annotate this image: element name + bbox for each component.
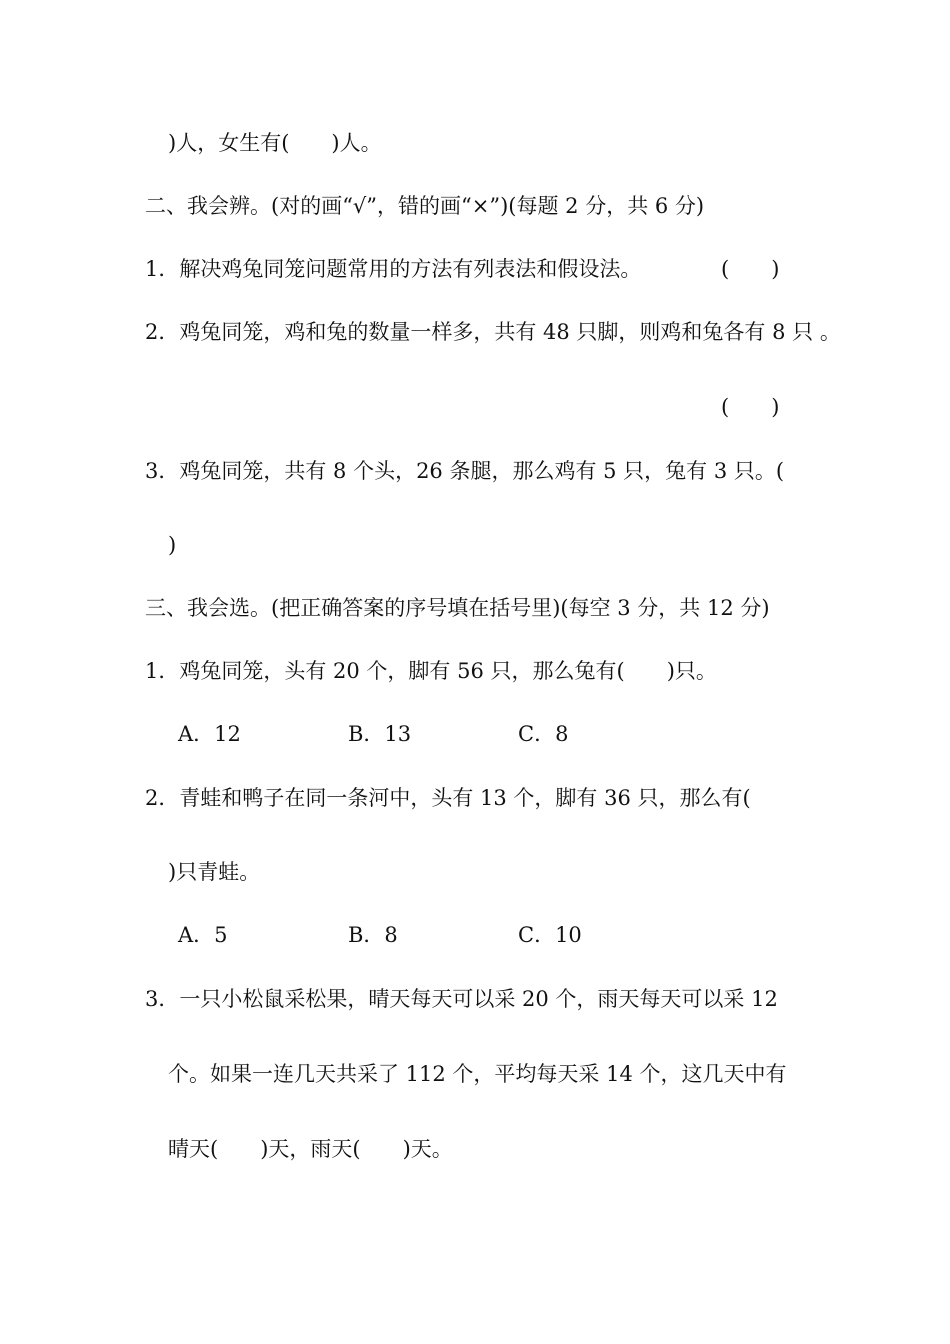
section3-heading: 三、我会选。(把正确答案的序号填在括号里)(每空 3 分，共 12 分) (145, 596, 770, 620)
s3-q1-option-a: A．12 (178, 722, 241, 746)
s2-q1-text: 1．解决鸡兔同笼问题常用的方法有列表法和假设法。 (145, 257, 642, 281)
s2-q3-text: 3．鸡兔同笼，共有 8 个头，26 条腿，那么鸡有 5 只，兔有 3 只。( (145, 459, 785, 483)
s3-q1-option-b: B．13 (348, 722, 412, 746)
s3-q3-line1: 3．一只小松鼠采松果，晴天每天可以采 20 个，雨天每天可以采 12 (145, 987, 778, 1011)
s2-q3-continuation: ) (168, 533, 177, 557)
section2-heading: 二、我会辨。(对的画“√”，错的画“×”)(每题 2 分，共 6 分) (145, 194, 705, 218)
s3-q2-option-c: C．10 (518, 923, 582, 947)
s2-q2-text: 2．鸡兔同笼，鸡和兔的数量一样多，共有 48 只脚，则鸡和兔各有 8 只 。 (145, 320, 841, 344)
top-line: )人，女生有( )人。 (168, 131, 382, 155)
s3-q1-option-c: C．8 (518, 722, 569, 746)
s3-q3-line2: 个。如果一连几天共采了 112 个，平均每天采 14 个，这几天中有 (168, 1062, 787, 1086)
s3-q1-text: 1．鸡兔同笼，头有 20 个，脚有 56 只，那么兔有( )只。 (145, 659, 717, 683)
s3-q3-line3: 晴天( )天，雨天( )天。 (168, 1137, 453, 1161)
s3-q2-text: 2．青蛙和鸭子在同一条河中，头有 13 个，脚有 36 只，那么有( (145, 786, 751, 810)
s2-q2-answer-bracket[interactable]: ( ) (721, 395, 780, 419)
s3-q2-option-a: A．5 (178, 923, 228, 947)
s2-q1-answer-bracket[interactable]: ( ) (721, 257, 780, 281)
s3-q2-option-b: B．8 (348, 923, 398, 947)
s3-q2-continuation: )只青蛙。 (168, 860, 261, 884)
